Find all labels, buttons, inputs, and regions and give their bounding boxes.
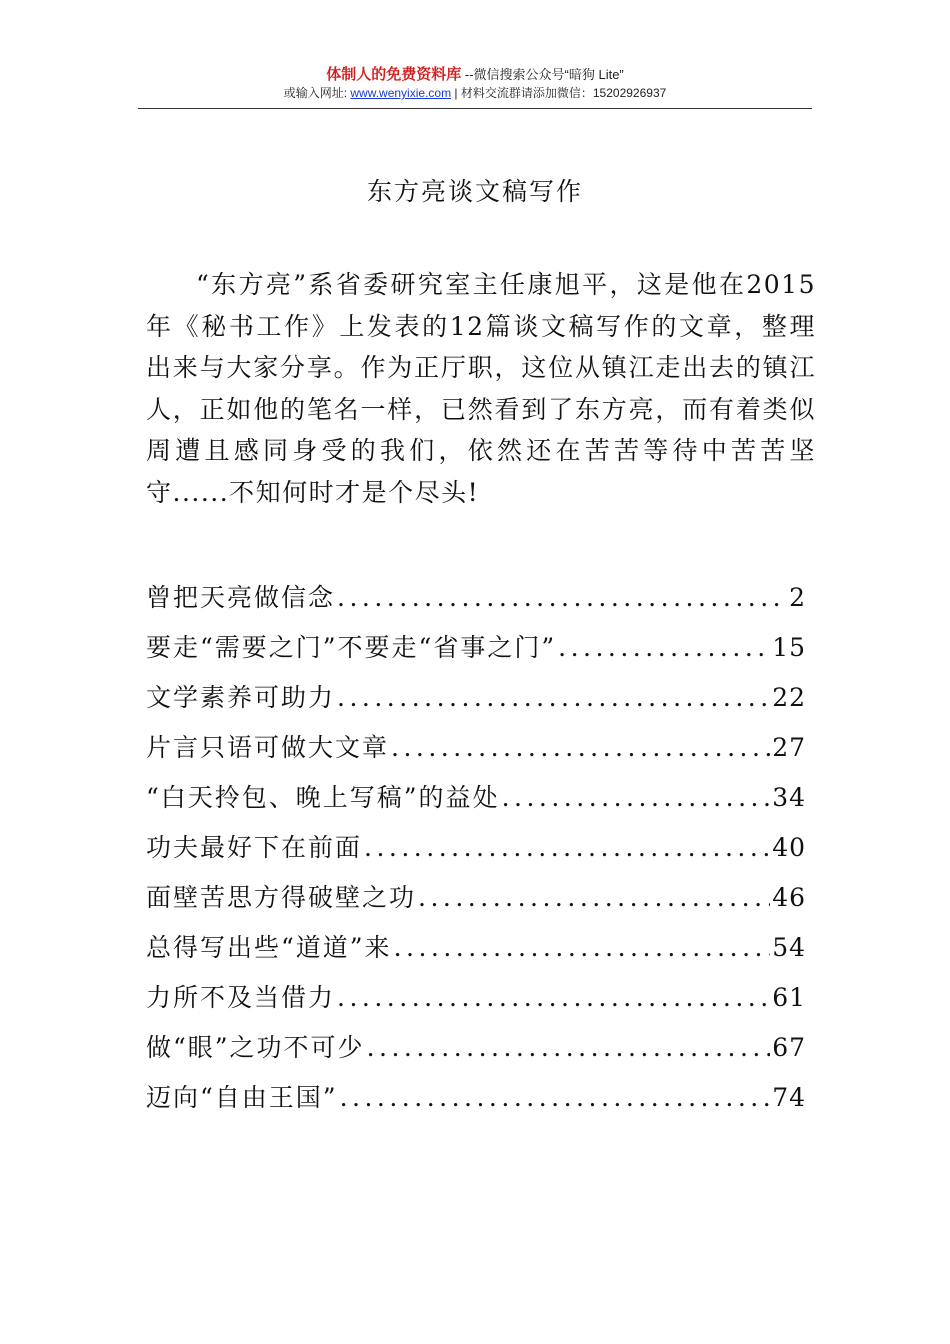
toc-entry-page: 74: [772, 1083, 806, 1112]
toc-leader-dots: [418, 883, 770, 912]
toc-leader-dots: [337, 683, 770, 712]
document-title: 东方亮谈文稿写作: [366, 177, 583, 206]
header-site-link[interactable]: www.wenyixie.com: [350, 86, 452, 100]
toc-entry-title: 要走“需要之门”不要走“省事之门”: [146, 633, 557, 662]
toc-entry-title: 做“眼”之功不可少: [146, 1033, 365, 1062]
header-divider: [138, 108, 812, 109]
toc-entry-title: 迈向“自由王国”: [146, 1083, 338, 1112]
toc-entry[interactable]: [146, 878, 806, 928]
toc-entry-page: 40: [772, 833, 806, 862]
toc-leader-dots: [364, 833, 770, 862]
toc-entry[interactable]: [146, 978, 806, 1028]
page-header: [138, 66, 812, 102]
toc-entry-title: 面壁苦思方得破壁之功: [146, 883, 417, 912]
toc-entry[interactable]: [146, 1078, 806, 1128]
toc-leader-dots: [337, 583, 787, 612]
toc-entry-title: 总得写出些“道道”来: [146, 933, 392, 962]
toc-entry[interactable]: [146, 678, 806, 728]
toc-entry[interactable]: [146, 578, 806, 628]
toc-leader-dots: [367, 1033, 771, 1062]
toc-entry-title: 曾把天亮做信念: [146, 583, 336, 612]
toc-entry-title: 文学素养可助力: [146, 683, 336, 712]
toc-entry-page: 2: [789, 583, 806, 612]
header-brand: 体制人的免费资料库: [326, 66, 462, 83]
toc-entry-page: 61: [772, 983, 806, 1012]
toc-entry[interactable]: [146, 1028, 806, 1078]
toc-leader-dots: [394, 933, 771, 962]
toc-leader-dots: [337, 983, 770, 1012]
table-of-contents: [146, 578, 806, 1128]
header-site-prefix: 或输入网址:: [283, 86, 348, 100]
header-line-1: [138, 66, 812, 84]
toc-entry[interactable]: [146, 778, 806, 828]
toc-entry-page: 22: [772, 683, 806, 712]
toc-entry-page: 54: [772, 933, 806, 962]
toc-entry-title: 力所不及当借力: [146, 983, 336, 1012]
toc-entry-title: “白天拎包、晚上写稿”的益处: [146, 783, 500, 812]
toc-leader-dots: [340, 1083, 771, 1112]
toc-entry-page: 27: [772, 733, 806, 762]
header-contact: | 材料交流群请添加微信：15202926937: [454, 86, 667, 100]
toc-entry-title: 功夫最好下在前面: [146, 833, 363, 862]
header-tagline: --微信搜索公众号“暗狗 Lite”: [464, 67, 624, 82]
toc-entry[interactable]: [146, 928, 806, 978]
toc-entry[interactable]: [146, 628, 806, 678]
toc-entry-page: 34: [772, 783, 806, 812]
toc-leader-dots: [502, 783, 771, 812]
toc-leader-dots: [558, 633, 770, 662]
toc-entry-page: 15: [772, 633, 806, 662]
toc-entry[interactable]: [146, 828, 806, 878]
toc-entry-page: 46: [772, 883, 806, 912]
toc-entry[interactable]: [146, 728, 806, 778]
toc-entry-title: 片言只语可做大文章: [146, 733, 390, 762]
intro-paragraph: “东方亮”系省委研究室主任康旭平，这是他在2015年《秘书工作》上发表的12篇谈文稿写作的文章，整理出来与大家分享。作为正厅职，这位从镇江走出去的镇江人，正如他的笔名一样，已然看到了东方亮，而有着类似周遭且感同身受的我们，依然还在苦苦等待中苦苦坚守......不知何时才是个尽头!: [146, 270, 816, 507]
toc-entry-page: 67: [772, 1033, 806, 1062]
header-line-2: [138, 84, 812, 102]
toc-leader-dots: [391, 733, 770, 762]
